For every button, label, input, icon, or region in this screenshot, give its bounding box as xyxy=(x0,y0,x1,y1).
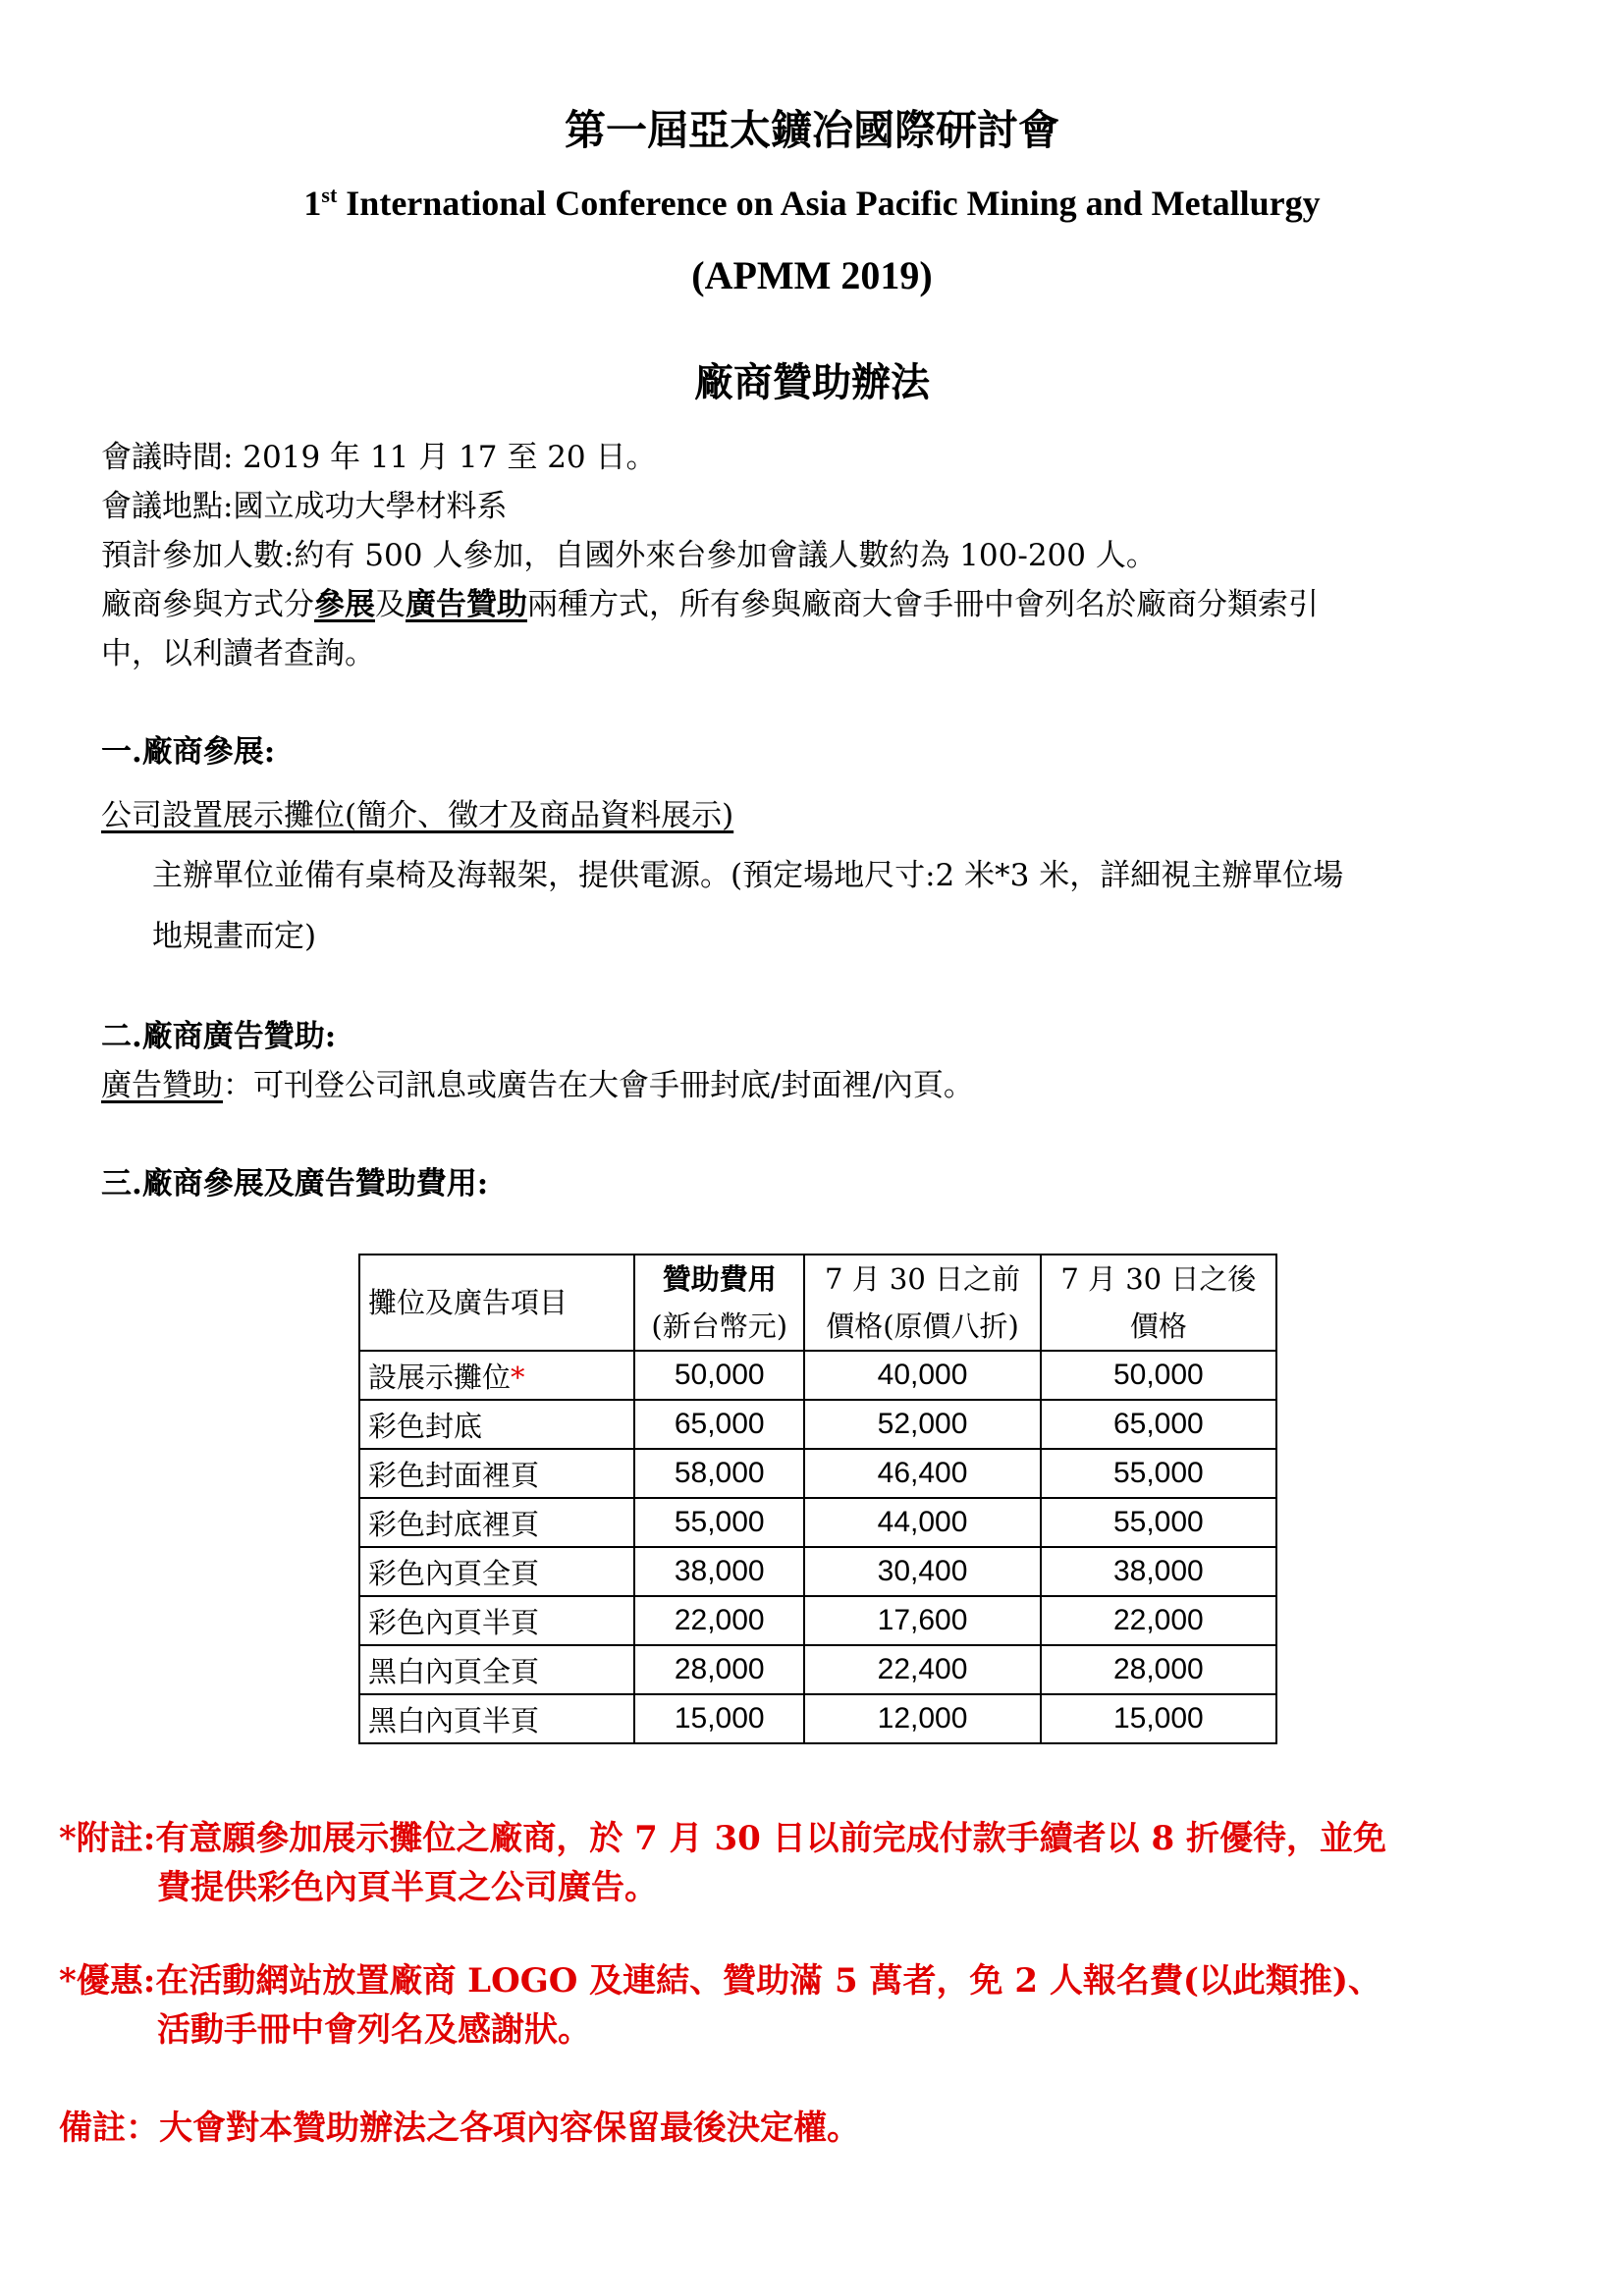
table-row xyxy=(359,1547,1276,1596)
header-after xyxy=(1041,1255,1276,1351)
table-row xyxy=(359,1645,1276,1694)
row-item-label: 彩色內頁全頁 xyxy=(368,1556,540,1590)
header-fee-line1: 贊助費用 xyxy=(662,1262,777,1296)
header-fee-line2: (新台幣元) xyxy=(651,1309,788,1343)
participation-and: 及 xyxy=(375,587,406,622)
row-before: 52,000 xyxy=(804,1400,1040,1449)
row-before: 44,000 xyxy=(804,1498,1040,1547)
row-item xyxy=(359,1596,634,1645)
fee-table xyxy=(358,1254,1277,1744)
row-after: 65,000 xyxy=(1041,1400,1276,1449)
row-item xyxy=(359,1351,634,1400)
info-time: 會議時間: 2019 年 11 月 17 至 20 日。 xyxy=(101,440,657,475)
section1-subheading: 公司設置展示攤位(簡介、徵才及商品資料展示) xyxy=(101,798,734,833)
row-item xyxy=(359,1449,634,1498)
page-subtitle: 廠商贊助辦法 xyxy=(694,359,930,405)
section1-heading: 一.廠商參展: xyxy=(101,734,276,770)
note-attachment-line1: *附註:有意願參加展示攤位之廠商，於 7 月 30 日以前完成付款手續者以 8 折優待，並免 xyxy=(59,1819,1386,1858)
participation-exhibit: 參展 xyxy=(314,587,375,622)
row-before: 40,000 xyxy=(804,1351,1040,1400)
section1-body-line2: 地規畫而定) xyxy=(152,919,317,954)
row-item-label: 彩色封底裡頁 xyxy=(368,1507,540,1541)
note-remark: 備註：大會對本贊助辦法之各項內容保留最後決定權。 xyxy=(59,2109,860,2148)
row-item-label: 黑白內頁全頁 xyxy=(368,1654,540,1688)
section1-body-line1: 主辦單位並備有桌椅及海報架，提供電源。(預定場地尺寸:2 米*3 米，詳細視主辦單位場 xyxy=(152,858,1344,893)
row-fee: 22,000 xyxy=(634,1596,804,1645)
header-before-line2: 價格(原價八折) xyxy=(826,1309,1019,1343)
table-row xyxy=(359,1694,1276,1743)
header-after-line2: 價格 xyxy=(1129,1309,1187,1343)
row-fee: 55,000 xyxy=(634,1498,804,1547)
table-row xyxy=(359,1498,1276,1547)
note-discount-line1: *優惠:在活動網站放置廠商 LOGO 及連結、贊助滿 5 萬者，免 2 人報名費(以此類推)、 xyxy=(59,1961,1382,2001)
row-item xyxy=(359,1547,634,1596)
row-after: 55,000 xyxy=(1041,1498,1276,1547)
note-attachment-line2: 費提供彩色內頁半頁之公司廣告。 xyxy=(157,1868,658,1907)
title-english xyxy=(0,183,1624,224)
title-english-text: International Conference on Asia Pacific Mining and Metallurgy xyxy=(337,184,1321,223)
row-after: 50,000 xyxy=(1041,1351,1276,1400)
table-row xyxy=(359,1400,1276,1449)
row-item-label: 彩色內頁半頁 xyxy=(368,1605,540,1639)
row-after: 28,000 xyxy=(1041,1645,1276,1694)
participation-ad: 廣告贊助 xyxy=(406,587,527,622)
table-row xyxy=(359,1351,1276,1400)
table-row xyxy=(359,1596,1276,1645)
row-item-label: 彩色封面裡頁 xyxy=(368,1458,540,1492)
header-after-line1: 7 月 30 日之後 xyxy=(1060,1262,1257,1296)
info-participation-cont: 中，以利讀者查詢。 xyxy=(101,636,375,671)
header-before xyxy=(804,1255,1040,1351)
row-after: 15,000 xyxy=(1041,1694,1276,1743)
info-venue: 會議地點:國立成功大學材料系 xyxy=(101,489,508,524)
row-before: 22,400 xyxy=(804,1645,1040,1694)
section2-body xyxy=(101,1060,974,1104)
row-fee: 28,000 xyxy=(634,1645,804,1694)
participation-pre: 廠商參與方式分 xyxy=(101,587,314,622)
table-header-row xyxy=(359,1255,1276,1351)
row-before: 46,400 xyxy=(804,1449,1040,1498)
row-fee: 65,000 xyxy=(634,1400,804,1449)
row-after: 38,000 xyxy=(1041,1547,1276,1596)
section2-text: ：可刊登公司訊息或廣告在大會手冊封底/封面裡/內頁。 xyxy=(223,1068,974,1103)
row-before: 17,600 xyxy=(804,1596,1040,1645)
title-abbreviation: (APMM 2019) xyxy=(691,253,933,297)
section2-label: 廣告贊助 xyxy=(101,1068,223,1103)
title-chinese: 第一屆亞太鑛冶國際研討會 xyxy=(564,106,1059,154)
row-item xyxy=(359,1645,634,1694)
row-item xyxy=(359,1694,634,1743)
row-item xyxy=(359,1498,634,1547)
row-item-star: * xyxy=(511,1360,525,1394)
header-before-line1: 7 月 30 日之前 xyxy=(825,1262,1021,1296)
title-ordinal: 1 xyxy=(303,184,322,223)
row-fee: 50,000 xyxy=(634,1351,804,1400)
row-item-label: 設展示攤位 xyxy=(368,1360,512,1394)
header-fee xyxy=(634,1255,804,1351)
info-participation xyxy=(101,579,1319,623)
title-ordinal-suffix: st xyxy=(321,183,338,207)
info-attendance: 預計參加人數:約有 500 人參加，自國外來台參加會議人數約為 100-200 人。 xyxy=(101,538,1157,573)
table-row xyxy=(359,1449,1276,1498)
section3-heading: 三.廠商參展及廣告贊助費用: xyxy=(101,1166,489,1201)
row-fee: 38,000 xyxy=(634,1547,804,1596)
row-item-label: 彩色封底 xyxy=(368,1409,483,1443)
row-fee: 58,000 xyxy=(634,1449,804,1498)
row-before: 30,400 xyxy=(804,1547,1040,1596)
row-after: 55,000 xyxy=(1041,1449,1276,1498)
participation-post: 兩種方式，所有參與廠商大會手冊中會列名於廠商分類索引 xyxy=(527,587,1319,622)
section2-heading: 二.廠商廣告贊助: xyxy=(101,1019,337,1054)
note-discount-line2: 活動手冊中會列名及感謝狀。 xyxy=(157,2010,591,2050)
header-item: 攤位及廣告項目 xyxy=(359,1255,634,1351)
row-before: 12,000 xyxy=(804,1694,1040,1743)
row-item-label: 黑白內頁半頁 xyxy=(368,1703,540,1737)
row-item xyxy=(359,1400,634,1449)
row-after: 22,000 xyxy=(1041,1596,1276,1645)
row-fee: 15,000 xyxy=(634,1694,804,1743)
